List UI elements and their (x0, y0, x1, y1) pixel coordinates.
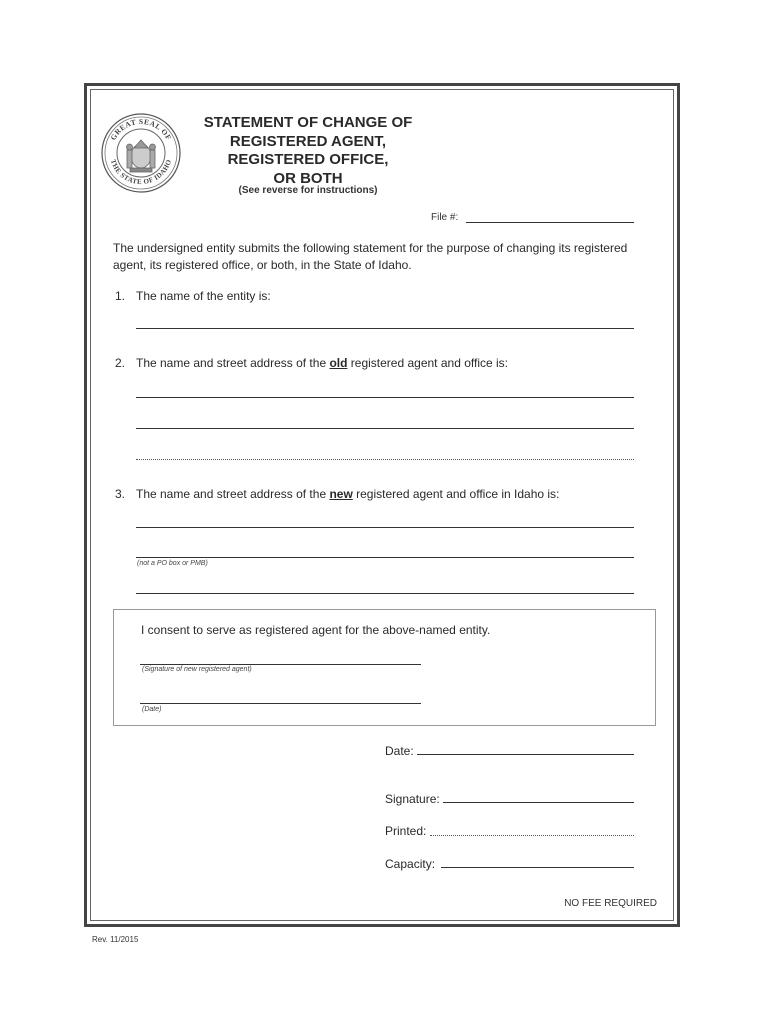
item-1-text: The name of the entity is: (136, 289, 271, 303)
form-title (190, 114, 426, 188)
item-3-text (136, 487, 559, 501)
agent-signature-field[interactable] (140, 664, 421, 665)
entity-name-field[interactable] (136, 328, 634, 329)
item-2-text-after: registered agent and office is: (347, 356, 508, 370)
old-agent-line-2[interactable] (136, 428, 634, 429)
form-inner-border (90, 89, 674, 921)
printed-name-field[interactable] (430, 835, 634, 836)
printed-label: Printed: (385, 824, 427, 838)
title-line-1: STATEMENT OF CHANGE OF (203, 114, 413, 131)
file-number-field[interactable] (466, 222, 634, 223)
consent-statement: I consent to serve as registered agent for the above-named entity. (141, 623, 491, 637)
no-fee-notice: NO FEE REQUIRED (564, 898, 657, 909)
new-agent-line-2[interactable] (136, 557, 634, 558)
capacity-field[interactable] (441, 867, 634, 868)
item-2-emphasis-old: old (329, 356, 348, 370)
agent-date-caption: (Date) (142, 706, 162, 713)
title-line-2: REGISTERED AGENT, (229, 132, 387, 150)
seal-text-top: GREAT SEAL OF (108, 116, 174, 142)
capacity-label: Capacity: (385, 857, 436, 871)
old-agent-line-3[interactable] (136, 459, 634, 460)
seal-text-bottom: THE STATE OF IDAHO (108, 158, 174, 187)
agent-date-field[interactable] (140, 703, 421, 704)
item-3-text-before: The name and street address of the (136, 487, 330, 501)
revision-date: Rev. 11/2015 (92, 935, 139, 944)
seal-graphic (100, 112, 182, 194)
intro-paragraph: The undersigned entity submits the following statement for the purpose of changing its registered agent, its registered office, or both, in the State of Idaho. (113, 241, 628, 272)
po-box-note: (not a PO box or PMB) (137, 560, 208, 567)
item-1-number: 1. (115, 289, 126, 303)
item-3-number: 3. (115, 487, 126, 501)
signature-label: Signature: (385, 792, 440, 806)
agent-signature-caption: (Signature of new registered agent) (142, 666, 252, 673)
title-line-4: OR BOTH (273, 169, 343, 187)
new-agent-line-1[interactable] (136, 527, 634, 528)
item-2-text-before: The name and street address of the (136, 356, 330, 370)
date-field[interactable] (417, 754, 634, 755)
date-label: Date: (385, 744, 414, 758)
signature-field[interactable] (443, 802, 634, 803)
item-3-text-after: registered agent and office in Idaho is: (352, 487, 560, 501)
old-agent-line-1[interactable] (136, 397, 634, 398)
title-line-3: REGISTERED OFFICE, (227, 151, 389, 168)
instructions-note: (See reverse for instructions) (238, 185, 378, 196)
file-number-label: File #: (431, 212, 459, 223)
item-2-number: 2. (115, 356, 126, 370)
new-agent-line-3[interactable] (136, 593, 634, 594)
idaho-state-seal (100, 112, 182, 194)
item-2-text (136, 356, 508, 370)
item-3-emphasis-new: new (329, 487, 353, 501)
